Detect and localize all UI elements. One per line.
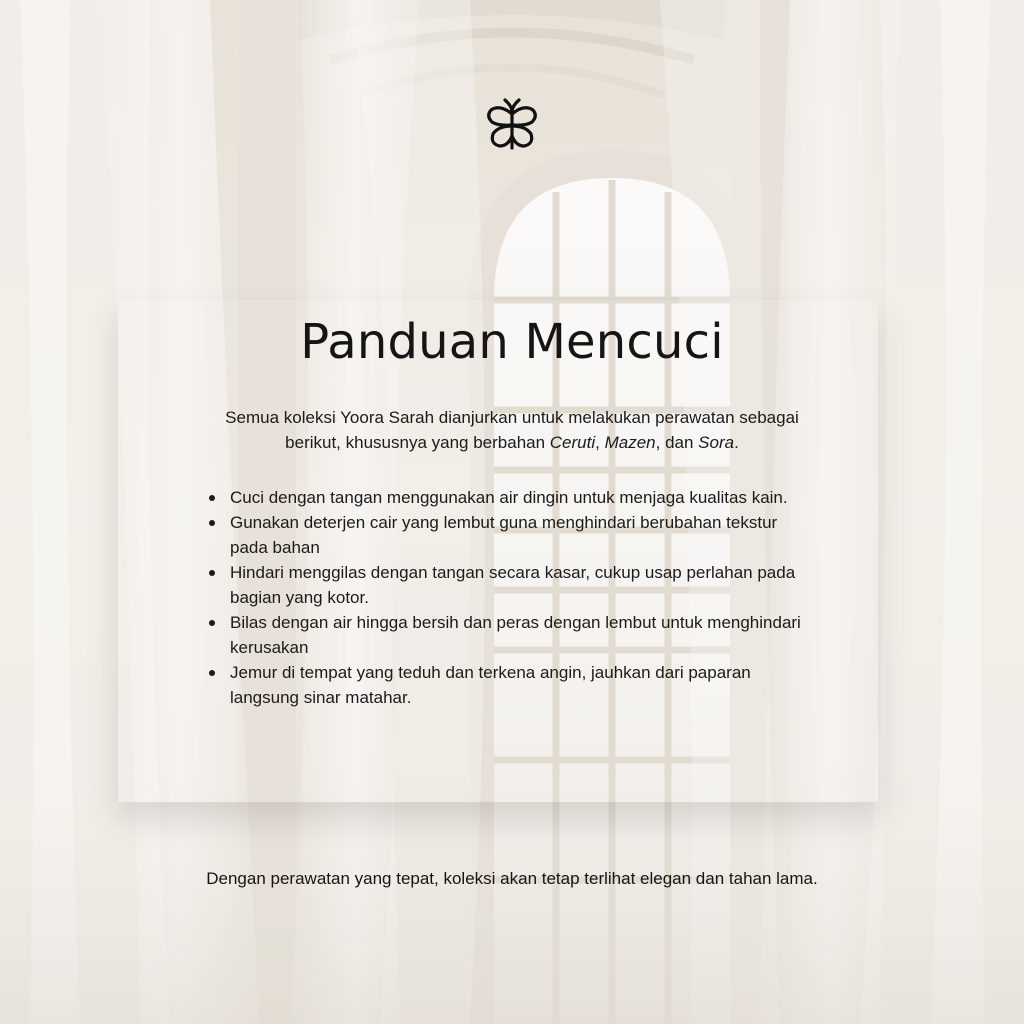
intro-text: Semua koleksi Yoora Sarah dianjurkan untuk melakukan perawatan sebagai berikut, khususnya yang berbahan — [225, 408, 799, 452]
list-item — [206, 510, 806, 560]
butterfly-monogram-icon — [484, 98, 540, 152]
step-text: Gunakan deterjen cair yang lembut guna menghindari berubahan tekstur pada bahan — [230, 513, 778, 557]
intro-paragraph — [196, 405, 828, 455]
fabric-name: Mazen — [604, 433, 656, 452]
intro-text: . — [734, 433, 739, 452]
list-item — [206, 560, 806, 610]
washing-steps-list — [206, 485, 806, 710]
step-text: Jemur di tempat yang teduh dan terkena angin, jauhkan dari paparan langsung sinar matahar. — [230, 663, 751, 707]
bullet-icon — [209, 495, 215, 501]
bullet-icon — [209, 670, 215, 676]
fabric-name: Ceruti — [549, 433, 596, 452]
list-item — [206, 660, 806, 710]
list-item — [206, 610, 806, 660]
bullet-icon — [209, 570, 215, 576]
step-text: Bilas dengan air hingga bersih dan peras dengan lembut untuk menghindari kerusakan — [230, 613, 801, 657]
page-title: Panduan Mencuci — [300, 314, 724, 370]
bullet-icon — [209, 520, 215, 526]
list-item — [206, 485, 806, 510]
intro-separator: , — [595, 433, 605, 452]
step-text: Cuci dengan tangan menggunakan air dingin untuk menjaga kualitas kain. — [230, 488, 788, 507]
bullet-icon — [209, 620, 215, 626]
fabric-name: Sora — [698, 433, 735, 452]
intro-separator: , dan — [655, 433, 699, 452]
step-text: Hindari menggilas dengan tangan secara kasar, cukup usap perlahan pada bagian yang kotor. — [230, 563, 796, 607]
footer-note: Dengan perawatan yang tepat, koleksi akan tetap terlihat elegan dan tahan lama. — [206, 869, 818, 888]
